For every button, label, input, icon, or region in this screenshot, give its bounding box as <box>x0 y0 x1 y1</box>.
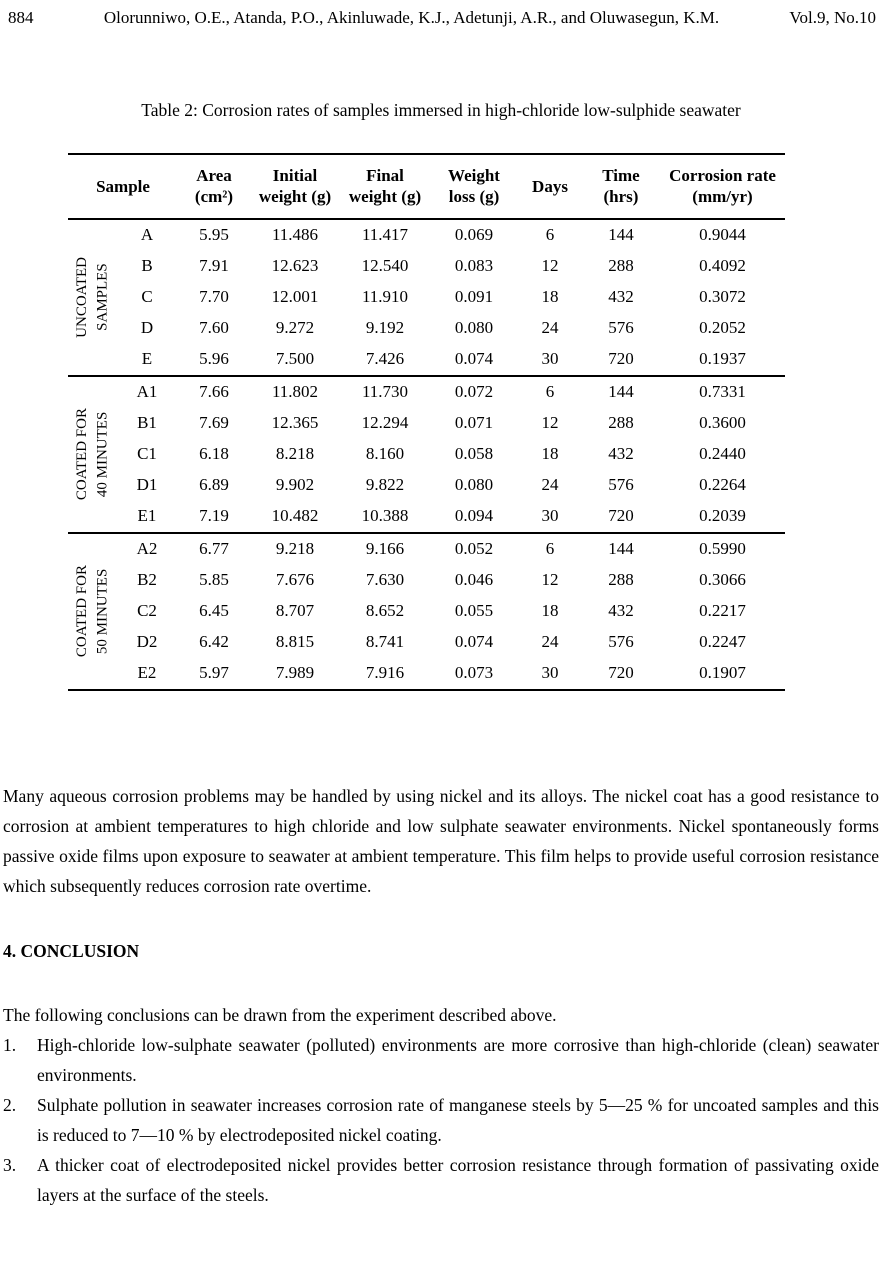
conclusion-intro: The following conclusions can be drawn from the experiment described above. <box>3 1004 557 1025</box>
table-group <box>68 533 785 690</box>
table-cell: 5.96 <box>199 349 229 368</box>
table-row <box>68 596 785 627</box>
table-row <box>68 533 785 565</box>
table-cell: 288 <box>608 256 634 275</box>
table-cell: 10.388 <box>361 506 409 525</box>
table-cell: 7.426 <box>365 349 405 368</box>
table-cell: 6 <box>545 382 555 401</box>
running-head-authors: Olorunniwo, O.E., Atanda, P.O., Akinluwade, K.J., Adetunji, A.R., and Oluwasegun, K.M. <box>103 8 720 27</box>
table-cell: 576 <box>608 318 634 337</box>
table-cell: A <box>140 225 154 244</box>
column-header-final-weight: Final weight (g) <box>348 166 422 207</box>
table-cell: 0.1907 <box>699 663 746 682</box>
table-cell: 30 <box>541 506 559 525</box>
table-cell: 30 <box>541 349 559 368</box>
table-cell: 144 <box>608 225 634 244</box>
table-cell: 11.730 <box>361 382 409 401</box>
table-cell: C1 <box>137 444 157 463</box>
table-cell: A2 <box>136 539 158 558</box>
table-cell: 0.2247 <box>699 632 746 651</box>
column-header-corrosion-rate: Corrosion rate (mm/yr) <box>669 166 776 207</box>
table-cell: 30 <box>541 663 559 682</box>
table-cell: 7.916 <box>365 663 405 682</box>
table-cell: 12.294 <box>361 413 409 432</box>
table-cell: 0.083 <box>454 256 494 275</box>
column-header-time: Time (hrs) <box>602 166 640 207</box>
table-cell: D <box>140 318 154 337</box>
table-row <box>68 627 785 658</box>
table-caption: Table 2: Corrosion rates of samples immersed in high-chloride low-sulphide seawater <box>141 100 741 120</box>
table-cell: 432 <box>608 287 634 306</box>
table-cell: 12.540 <box>361 256 409 275</box>
page-header <box>0 0 882 28</box>
table-cell: 0.2052 <box>699 318 746 337</box>
table-cell: 0.071 <box>454 413 494 432</box>
corrosion-rates-table <box>68 153 785 691</box>
table-cell: 24 <box>541 318 559 337</box>
table-cell: 7.60 <box>199 318 229 337</box>
table-cell: 0.073 <box>454 663 494 682</box>
table-row <box>68 408 785 439</box>
table-cell: 6 <box>545 225 555 244</box>
table-cell: 12.623 <box>271 256 319 275</box>
conclusion-list <box>3 1030 879 1210</box>
group-label: COATED FOR 40 MINUTES <box>73 407 110 501</box>
table-cell: 7.66 <box>199 382 229 401</box>
group-label-cell <box>68 533 116 690</box>
table-cell: 0.094 <box>454 506 494 525</box>
table-cell: 576 <box>608 475 634 494</box>
table-cell: 0.046 <box>454 570 494 589</box>
table-row <box>68 470 785 501</box>
column-header-weight-loss: Weight loss (g) <box>448 166 500 207</box>
group-label-cell <box>68 219 116 376</box>
table-header <box>68 154 785 219</box>
table-cell: 0.3066 <box>699 570 746 589</box>
table-cell: 144 <box>608 382 634 401</box>
table-cell: 9.272 <box>275 318 315 337</box>
table-cell: 7.989 <box>275 663 315 682</box>
table-cell: 12 <box>541 570 559 589</box>
table-cell: 720 <box>608 506 634 525</box>
table-cell: 8.160 <box>365 444 405 463</box>
table-cell: 7.91 <box>199 256 229 275</box>
table-cell: 8.218 <box>275 444 315 463</box>
column-header-initial-weight: Initial weight (g) <box>258 166 332 207</box>
table-cell: 7.500 <box>275 349 315 368</box>
table-group <box>68 219 785 376</box>
table-cell: 11.910 <box>361 287 409 306</box>
table-cell: 8.707 <box>275 601 315 620</box>
table-cell: 6 <box>545 539 555 558</box>
table-cell: 0.058 <box>454 444 494 463</box>
table-cell: 10.482 <box>271 506 319 525</box>
table-cell: B <box>141 256 153 275</box>
table-cell: 7.70 <box>199 287 229 306</box>
table-cell: 0.2039 <box>699 506 746 525</box>
table-cell: 720 <box>608 663 634 682</box>
table-cell: 0.7331 <box>699 382 746 401</box>
table-row <box>68 501 785 533</box>
conclusion-item-text: High-chloride low-sulphate seawater (polluted) environments are more corrosive than high-chloride (clean) seawater environments. <box>37 1034 879 1085</box>
table-cell: 0.072 <box>454 382 494 401</box>
table-cell: C <box>141 287 153 306</box>
table-cell: 0.080 <box>454 475 494 494</box>
table-cell: 9.218 <box>275 539 315 558</box>
conclusion-item-number: 3. <box>3 1154 17 1175</box>
table-cell: 24 <box>541 475 559 494</box>
table-group <box>68 376 785 533</box>
table-cell: 8.652 <box>365 601 405 620</box>
table-cell: 720 <box>608 349 634 368</box>
table-cell: 0.074 <box>454 632 494 651</box>
table-cell: 7.630 <box>365 570 405 589</box>
table-cell: 0.3600 <box>699 413 746 432</box>
table-cell: 7.19 <box>199 506 229 525</box>
table-cell: 9.166 <box>365 539 405 558</box>
table-cell: 6.77 <box>199 539 229 558</box>
table-cell: 11.802 <box>271 382 319 401</box>
table-cell: 0.069 <box>454 225 494 244</box>
table-cell: 7.676 <box>275 570 315 589</box>
column-header-sample: Sample <box>96 176 150 196</box>
conclusion-item-text: Sulphate pollution in seawater increases corrosion rate of manganese steels by 5—25 % for uncoated samples and this is reduced to 7—10 % by electrodeposited nickel coating. <box>37 1094 879 1145</box>
table-row <box>68 565 785 596</box>
table-cell: 12 <box>541 256 559 275</box>
table-cell: 0.3072 <box>699 287 746 306</box>
table-row <box>68 658 785 690</box>
conclusion-item <box>3 1090 879 1150</box>
table-cell: 288 <box>608 570 634 589</box>
table-cell: 7.69 <box>199 413 229 432</box>
conclusion-item <box>3 1030 879 1090</box>
table-row <box>68 376 785 408</box>
table-cell: 12 <box>541 413 559 432</box>
table-cell: 24 <box>541 632 559 651</box>
table-cell: 18 <box>541 444 559 463</box>
table-cell: 0.2264 <box>699 475 746 494</box>
table-row <box>68 439 785 470</box>
table-cell: 6.45 <box>199 601 229 620</box>
table-cell: 0.2440 <box>699 444 746 463</box>
conclusion-item <box>3 1150 879 1210</box>
table-cell: 0.052 <box>454 539 494 558</box>
page-number: 884 <box>8 8 34 27</box>
table-row <box>68 251 785 282</box>
table-cell: C2 <box>137 601 157 620</box>
group-label: UNCOATED SAMPLES <box>73 256 110 338</box>
table-cell: 18 <box>541 287 559 306</box>
table-cell: 0.074 <box>454 349 494 368</box>
column-header-area: Area (cm²) <box>194 166 234 207</box>
table-cell: 8.741 <box>365 632 405 651</box>
conclusion-heading: 4. CONCLUSION <box>3 940 140 961</box>
table-row <box>68 219 785 251</box>
group-label: COATED FOR 50 MINUTES <box>73 564 110 658</box>
table-cell: 0.055 <box>454 601 494 620</box>
table-cell: 11.486 <box>271 225 319 244</box>
column-header-days: Days <box>532 176 568 196</box>
table-cell: 0.2217 <box>699 601 746 620</box>
table-cell: 11.417 <box>361 225 409 244</box>
volume-issue: Vol.9, No.10 <box>789 8 876 27</box>
table-cell: E <box>141 349 153 368</box>
table-row <box>68 313 785 344</box>
table-row <box>68 282 785 313</box>
table-cell: 144 <box>608 539 634 558</box>
table-cell: 0.091 <box>454 287 494 306</box>
table-cell: 0.1937 <box>699 349 746 368</box>
table-cell: 6.42 <box>199 632 229 651</box>
conclusion-item-number: 2. <box>3 1094 17 1115</box>
table-cell: 5.97 <box>199 663 229 682</box>
table-cell: 0.080 <box>454 318 494 337</box>
table-cell: E1 <box>137 506 157 525</box>
table-cell: E2 <box>137 663 157 682</box>
table-cell: 0.9044 <box>699 225 746 244</box>
conclusion-item-text: A thicker coat of electrodeposited nickel provides better corrosion resistance through formation of passivating oxide layers at the surface of the steels. <box>37 1154 879 1205</box>
table-cell: 18 <box>541 601 559 620</box>
table-cell: 432 <box>608 444 634 463</box>
table-cell: B1 <box>137 413 157 432</box>
table-cell: 8.815 <box>275 632 315 651</box>
table-cell: 9.902 <box>275 475 315 494</box>
table-cell: 12.365 <box>271 413 319 432</box>
table-cell: A1 <box>136 382 158 401</box>
table-cell: 5.95 <box>199 225 229 244</box>
table-header-row <box>68 154 785 219</box>
table-cell: 576 <box>608 632 634 651</box>
table-cell: 0.5990 <box>699 539 746 558</box>
table-cell: D1 <box>136 475 158 494</box>
table-row <box>68 344 785 376</box>
table-cell: 0.4092 <box>699 256 746 275</box>
table-cell: 432 <box>608 601 634 620</box>
table-cell: B2 <box>137 570 157 589</box>
table-cell: 9.822 <box>365 475 405 494</box>
group-label-cell <box>68 376 116 533</box>
table-cell: 6.89 <box>199 475 229 494</box>
table-cell: 6.18 <box>199 444 229 463</box>
table-cell: 9.192 <box>365 318 405 337</box>
table-cell: D2 <box>136 632 158 651</box>
table-cell: 12.001 <box>271 287 319 306</box>
table-cell: 288 <box>608 413 634 432</box>
conclusion-item-number: 1. <box>3 1034 17 1055</box>
table-cell: 5.85 <box>199 570 229 589</box>
body-paragraph: Many aqueous corrosion problems may be handled by using nickel and its alloys. The nickel coat has a good resistance to corrosion at ambient temperatures to high chloride and low sulphate seawater environments. Nickel spontaneously forms passive oxide films upon exposure to seawater at ambient temperature. This film helps to provide useful corrosion resistance which subsequently reduces corrosion rate overtime. <box>3 785 879 896</box>
